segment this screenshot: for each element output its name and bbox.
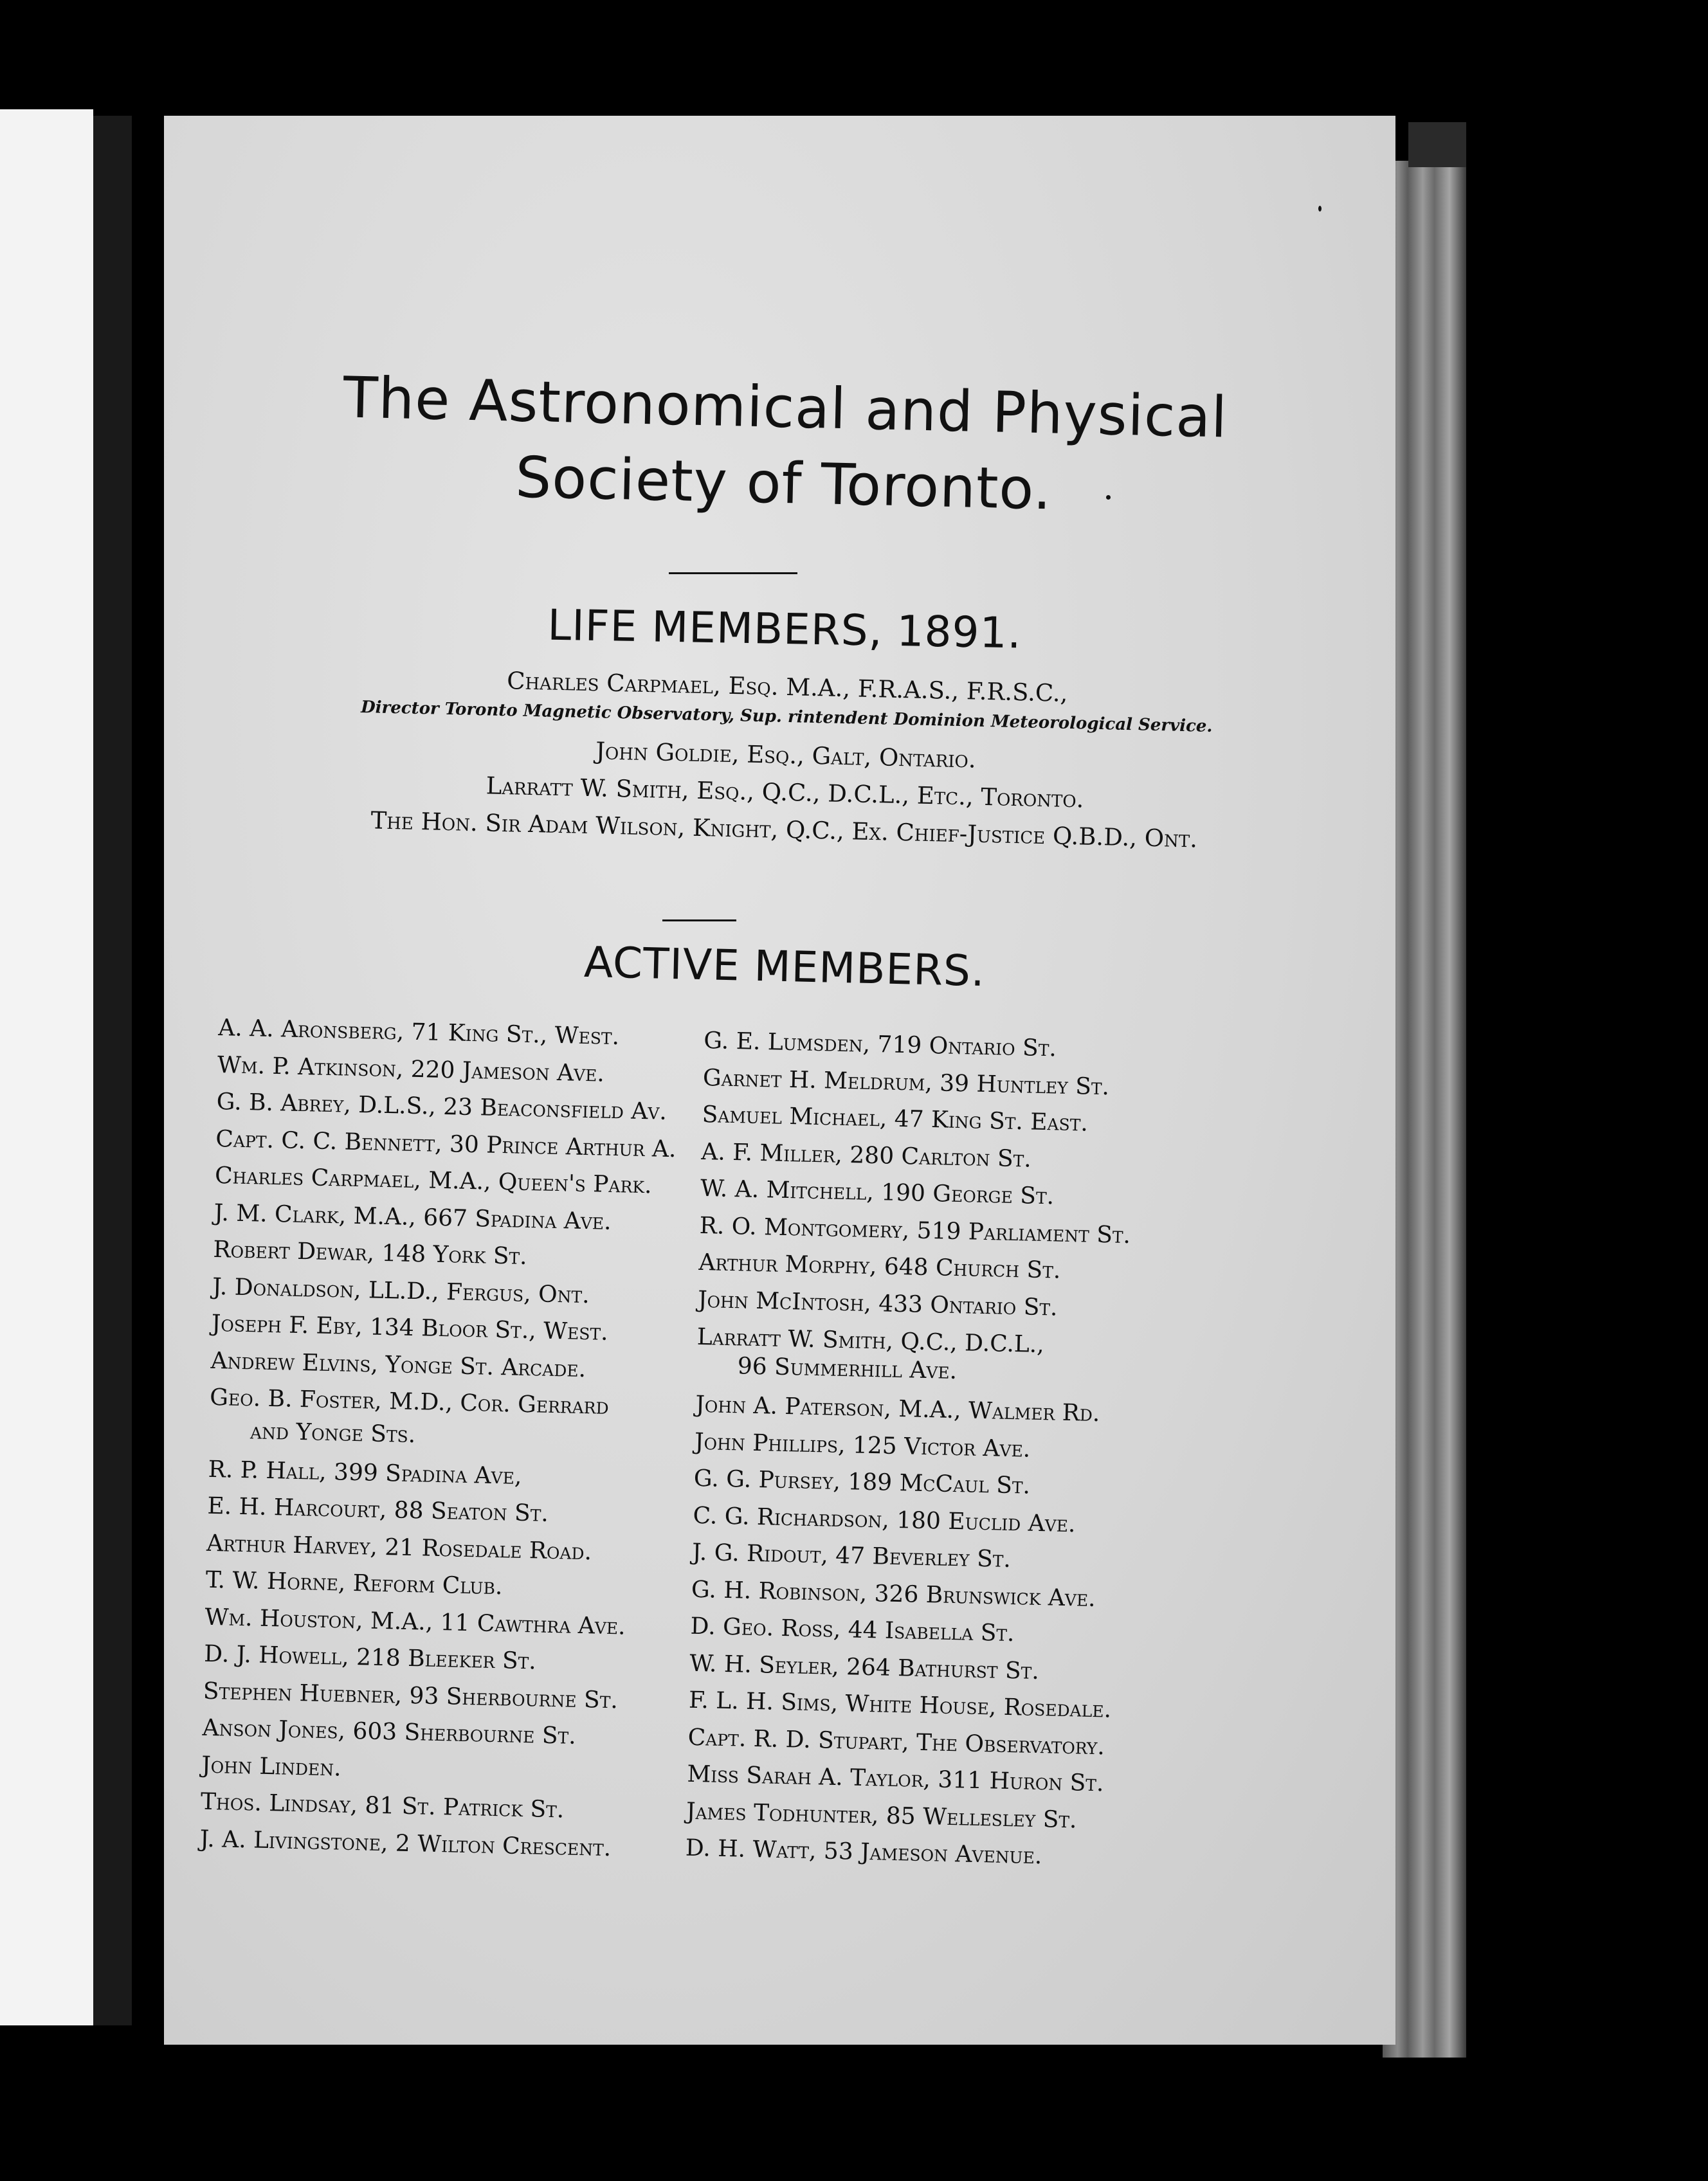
book-page xyxy=(164,116,1395,2045)
member-entry: F. L. H. Sims, White House, Rosedale. xyxy=(688,1687,1112,1723)
member-entry: Andrew Elvins, Yonge St. Arcade. xyxy=(210,1347,586,1382)
member-entry: John Linden. xyxy=(201,1751,342,1782)
member-entry: G. B. Abrey, D.L.S., 23 Beaconsfield Av. xyxy=(216,1088,668,1125)
member-entry: John McIntosh, 433 Ontario St. xyxy=(697,1286,1058,1321)
member-entry: J. M. Clark, M.A., 667 Spadina Ave. xyxy=(214,1199,612,1235)
member-entry: Robert Dewar, 148 York St. xyxy=(213,1236,528,1270)
member-entry: Wm. P. Atkinson, 220 Jameson Ave. xyxy=(217,1051,605,1087)
life-member-line: John Goldie, Esq., Galt, Ontario. xyxy=(595,737,977,774)
member-entry: W. H. Seyler, 264 Bathurst St. xyxy=(689,1650,1040,1685)
member-entry: Larratt W. Smith, Q.C., D.C.L., xyxy=(696,1323,1045,1359)
member-entry: D. H. Watt, 53 Jameson Avenue. xyxy=(685,1834,1042,1870)
member-entry: R. P. Hall, 399 Spadina Ave, xyxy=(208,1456,522,1490)
member-entry: J. A. Livingstone, 2 Wilton Crescent. xyxy=(199,1825,612,1861)
member-entry: A. A. Aronsberg, 71 King St., West. xyxy=(217,1014,620,1051)
member-entry: John Phillips, 125 Victor Ave. xyxy=(694,1428,1031,1463)
member-entry: E. H. Harcourt, 88 Seaton St. xyxy=(207,1492,549,1527)
member-entry: Geo. B. Foster, M.D., Cor. Gerrard xyxy=(209,1384,610,1420)
life-member-line: Charles Carpmael, Esq. M.A., F.R.A.S., F.R.S.C., xyxy=(506,667,1068,707)
member-entry: Miss Sarah A. Taylor, 311 Huron St. xyxy=(687,1760,1104,1797)
member-entry-continuation: 96 Summerhill Ave. xyxy=(737,1353,958,1385)
life-member-line: The Hon. Sir Adam Wilson, Knight, Q.C., Ex. Chief-Justice Q.B.D., Ont. xyxy=(370,806,1198,853)
page-title xyxy=(291,359,1278,533)
member-entry: Samuel Michael, 47 King St. East. xyxy=(702,1101,1089,1137)
book-cover-corner xyxy=(1408,122,1466,167)
member-entry: Stephen Huebner, 93 Sherbourne St. xyxy=(203,1678,619,1714)
ink-speck xyxy=(1318,206,1322,212)
title-line-1: The Astronomical and Physical xyxy=(342,364,1228,451)
member-entry: Thos. Lindsay, 81 St. Patrick St. xyxy=(200,1788,565,1824)
member-entry: W. A. Mitchell, 190 George St. xyxy=(700,1175,1055,1210)
divider-rule xyxy=(669,572,797,574)
member-entry: John A. Paterson, M.A., Walmer Rd. xyxy=(695,1391,1100,1427)
member-entry: J. Donaldson, LL.D., Fergus, Ont. xyxy=(212,1273,590,1308)
book-gutter xyxy=(93,116,132,2025)
member-entry: J. G. Ridout, 47 Beverley St. xyxy=(691,1539,1012,1573)
member-entry: G. H. Robinson, 326 Brunswick Ave. xyxy=(691,1576,1096,1612)
member-entry-continuation: and Yonge Sts. xyxy=(250,1417,416,1448)
member-entry: James Todhunter, 85 Wellesley St. xyxy=(686,1798,1077,1833)
member-entry: D. Geo. Ross, 44 Isabella St. xyxy=(690,1613,1015,1647)
member-entry: Anson Jones, 603 Sherbourne St. xyxy=(202,1714,577,1750)
member-entry: D. J. Howell, 218 Bleeker St. xyxy=(203,1640,537,1675)
member-entry: G. G. Pursey, 189 McCaul St. xyxy=(693,1465,1031,1499)
title-line-2: Society of Toronto. xyxy=(514,444,1053,523)
member-entry: Charles Carpmael, M.A., Queen's Park. xyxy=(214,1162,652,1199)
member-entry: Garnet H. Meldrum, 39 Huntley St. xyxy=(702,1064,1110,1100)
ink-speck xyxy=(1106,495,1111,500)
member-entry: C. G. Richardson, 180 Euclid Ave. xyxy=(693,1502,1076,1537)
active-members-heading: ACTIVE MEMBERS. xyxy=(583,937,986,997)
member-entry: Arthur Morphy, 648 Church St. xyxy=(698,1249,1061,1284)
member-entry: G. E. Lumsden, 719 Ontario St. xyxy=(703,1027,1057,1062)
member-entry: Arthur Harvey, 21 Rosedale Road. xyxy=(206,1530,592,1565)
member-entry: R. O. Montgomery, 519 Parliament St. xyxy=(699,1212,1131,1249)
life-member-note: Director Toronto Magnetic Observatory, Sup. rintendent Dominion Meteorological Service. xyxy=(360,697,1213,737)
member-entry: Joseph F. Eby, 134 Bloor St., West. xyxy=(211,1310,609,1346)
life-member-line: Larratt W. Smith, Esq., Q.C., D.C.L., Etc., Toronto. xyxy=(486,772,1084,813)
facing-page xyxy=(0,109,93,2025)
member-entry: Capt. C. C. Bennett, 30 Prince Arthur A. xyxy=(215,1125,677,1163)
life-members-heading: LIFE MEMBERS, 1891. xyxy=(547,600,1022,658)
active-members-left-column xyxy=(199,1009,707,1869)
life-members-list xyxy=(237,656,1334,861)
member-entry: A. F. Miller, 280 Carlton St. xyxy=(700,1138,1032,1173)
member-entry: Wm. Houston, M.A., 11 Cawthra Ave. xyxy=(204,1604,626,1640)
member-entry: Capt. R. D. Stupart, The Observatory. xyxy=(687,1724,1105,1760)
member-entry: T. W. Horne, Reform Club. xyxy=(205,1566,503,1600)
divider-rule xyxy=(662,919,736,921)
active-members-right-column xyxy=(685,1022,1193,1878)
